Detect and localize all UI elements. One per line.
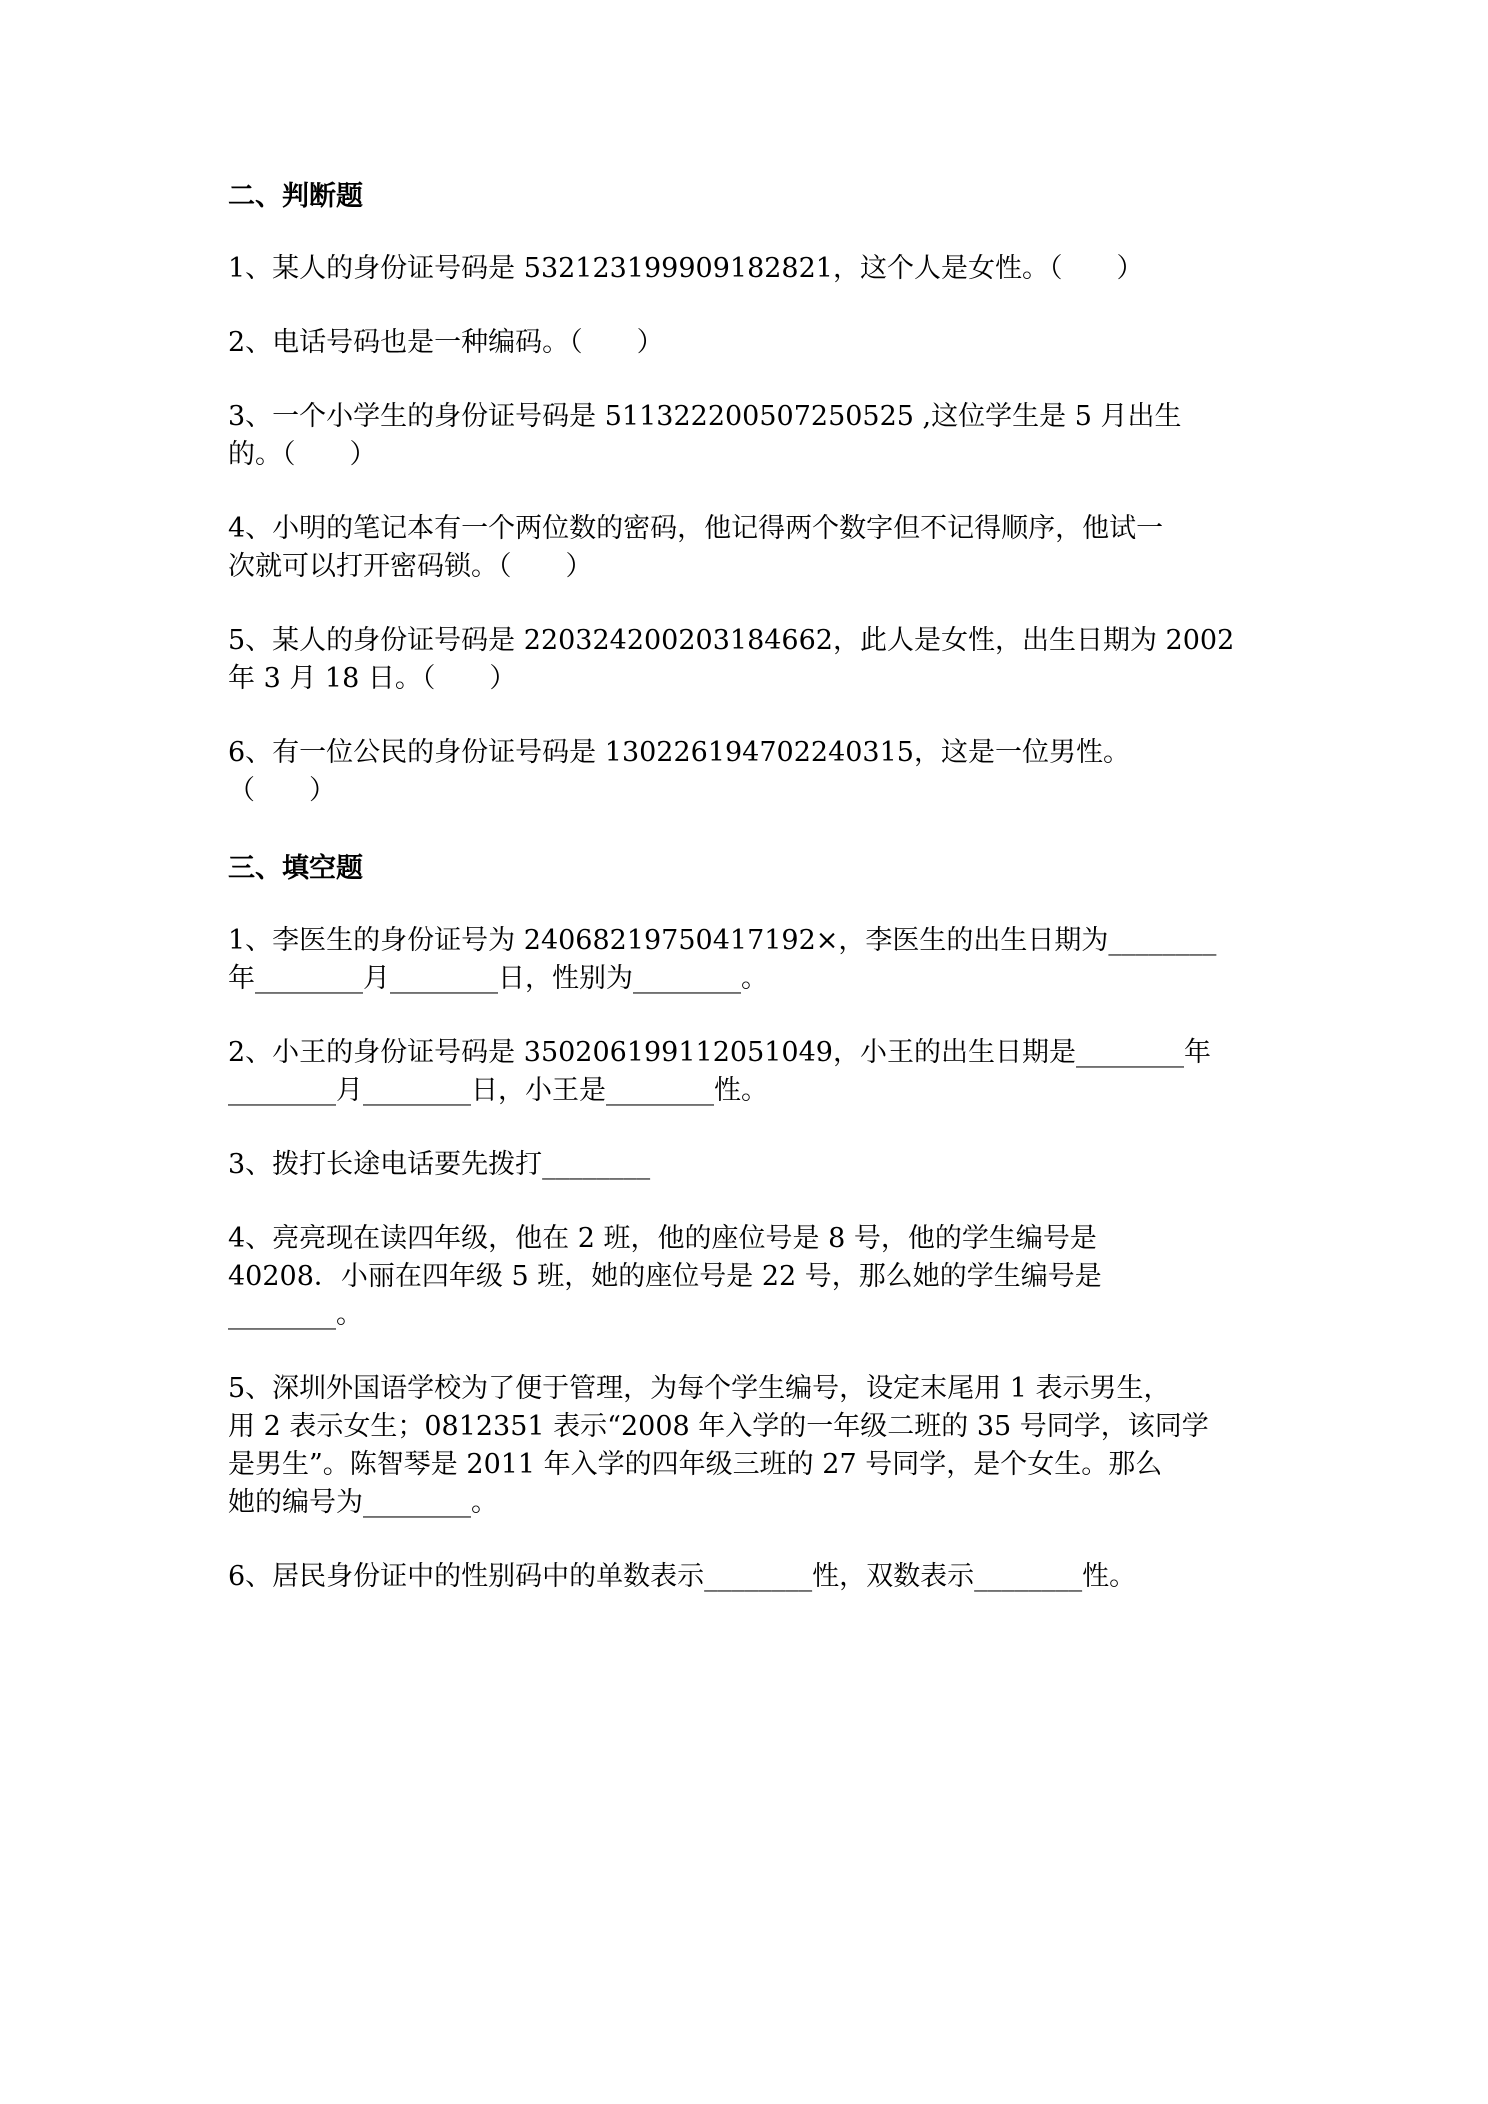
question-line: 1、某人的身份证号码是 532123199909182821，这个人是女性。（ ） (228, 253, 1144, 284)
question-line: 4、亮亮现在读四年级，他在 2 班，他的座位号是 8 号，他的学生编号是 (228, 1223, 1097, 1254)
fill-question-1 (228, 922, 1268, 998)
section-title-judge: 二、判断题 (228, 181, 363, 212)
judge-question-6 (228, 734, 1268, 810)
fill-question-2 (228, 1034, 1268, 1110)
fill-question-5 (228, 1370, 1268, 1522)
fill-question-6 (228, 1558, 1268, 1596)
question-line: 次就可以打开密码锁。（ ） (228, 551, 593, 582)
judge-question-1 (228, 250, 1268, 288)
question-line: 6、有一位公民的身份证号码是 130226194702240315，这是一位男性。 (228, 737, 1130, 768)
judge-question-3 (228, 398, 1268, 474)
question-line: 年________月________日，性别为________。 (228, 963, 768, 994)
question-line: ________月________日，小王是________性。 (228, 1075, 768, 1106)
section-title-fill: 三、填空题 (228, 853, 363, 884)
judge-question-4 (228, 510, 1268, 586)
judge-question-5 (228, 622, 1268, 698)
fill-question-3 (228, 1146, 1268, 1184)
question-line: 是男生”。陈智琴是 2011 年入学的四年级三班的 27 号同学，是个女生。那么 (228, 1449, 1163, 1480)
question-line: 3、拨打长途电话要先拨打________ (228, 1149, 651, 1180)
question-line: 用 2 表示女生；0812351 表示“2008 年入学的一年级二班的 35 号同学，该同学 (228, 1411, 1209, 1442)
judge-question-2 (228, 324, 1268, 362)
worksheet-page (228, 178, 1268, 1632)
question-line: 5、某人的身份证号码是 220324200203184662，此人是女性，出生日期为 2002 (228, 625, 1235, 656)
question-line: 2、小王的身份证号码是 350206199112051049，小王的出生日期是________年 (228, 1037, 1211, 1068)
question-line: 1、李医生的身份证号为 24068219750417192×，李医生的出生日期为________ (228, 925, 1217, 956)
question-line: 5、深圳外国语学校为了便于管理，为每个学生编号，设定末尾用 1 表示男生， (228, 1373, 1171, 1404)
question-line: 4、小明的笔记本有一个两位数的密码，他记得两个数字但不记得顺序，他试一 (228, 513, 1164, 544)
question-line: （ ） (228, 775, 336, 806)
question-line: 6、居民身份证中的性别码中的单数表示________性，双数表示________性。 (228, 1561, 1137, 1592)
question-line: 40208．小丽在四年级 5 班，她的座位号是 22 号，那么她的学生编号是 (228, 1261, 1102, 1292)
question-line: 2、电话号码也是一种编码。（ ） (228, 327, 664, 358)
fill-question-4 (228, 1220, 1268, 1334)
question-line: 她的编号为________。 (228, 1487, 498, 1518)
question-line: 3、一个小学生的身份证号码是 511322200507250525 ,这位学生是 5 月出生 (228, 401, 1182, 432)
question-line: 年 3 月 18 日。（ ） (228, 663, 517, 694)
question-line: 的。（ ） (228, 439, 377, 470)
question-line: ________。 (228, 1299, 363, 1330)
